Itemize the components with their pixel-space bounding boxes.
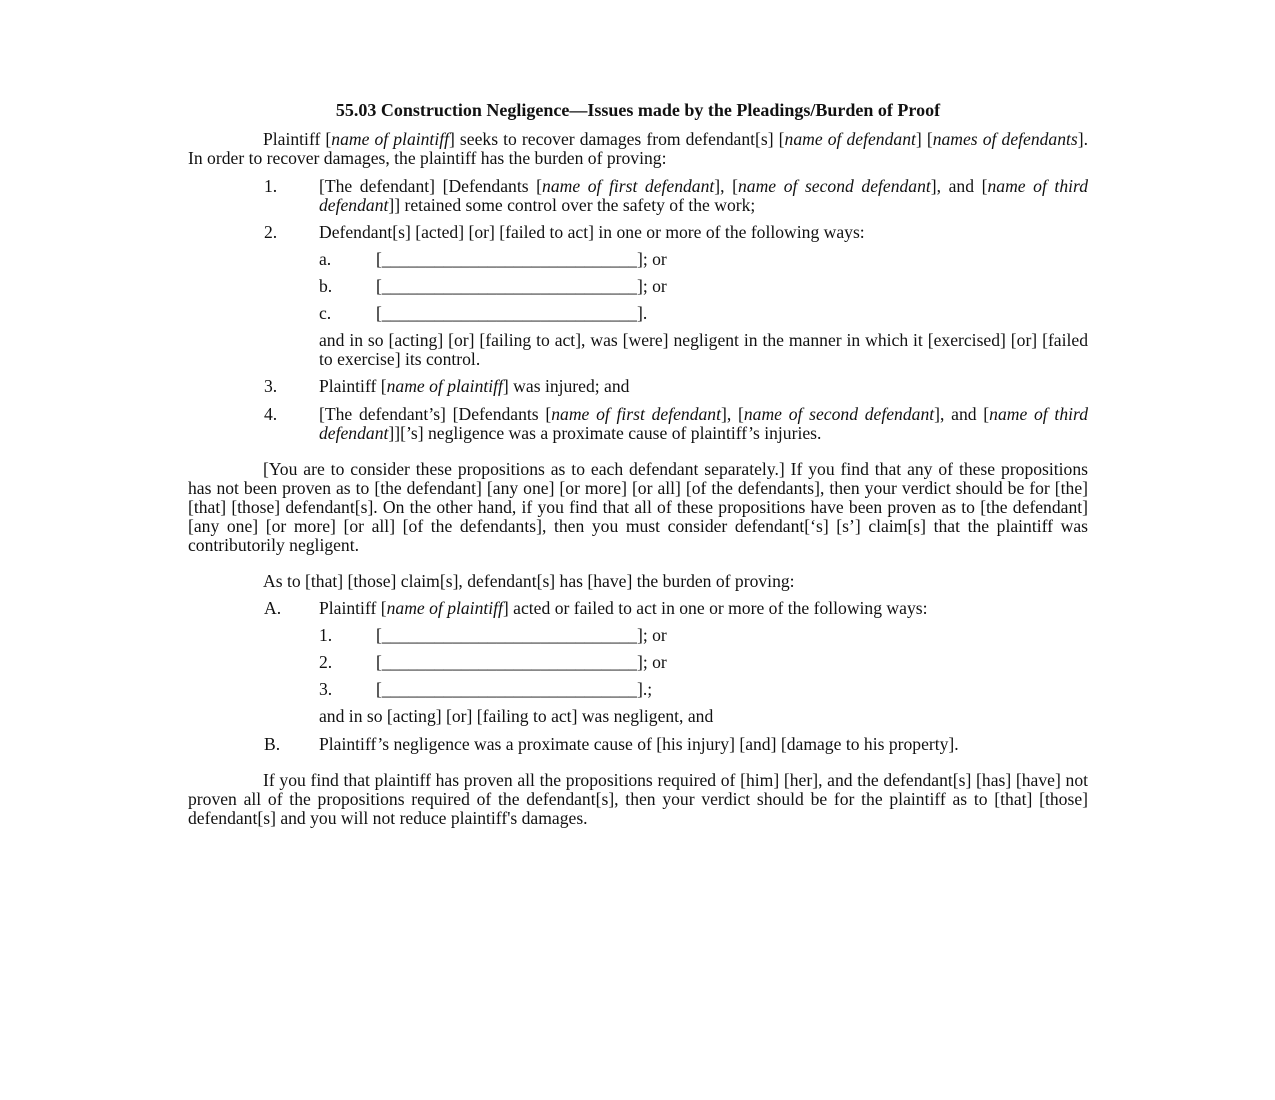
separate-consideration-paragraph: [You are to consider these propositions as to each defendant separately.] If you find that any of these propositions has not been proven as to [the defendant] [any one] [or more] [or all] [of the defendants], then your verdict should be for [the] [that] [those] defendant[s]. On the other hand, if you find that all of these propositions have been proven as to [the defendant] [any one] [or more] [or all] [of the defendants], then you must consider defendant[‘s] [s’] claim[s] that the plaintiff was contributorily negligent. bbox=[188, 459, 1088, 555]
intro-paragraph: Plaintiff [name of plaintiff] seeks to recover damages from defendant[s] [name of defendant] [names of defendants]. In order to recover damages, the plaintiff has the burden of proving: bbox=[188, 129, 1089, 168]
blank-line-1: 1. [_____________________________]; or bbox=[319, 625, 667, 645]
blank-line-c: c. [_____________________________]. bbox=[319, 303, 648, 323]
proposition-item-1: 1. [The defendant] [Defendants [name of first defendant], [name of second defendant], and [name of third defendant]] retained some control over the safety of the work; bbox=[264, 176, 1088, 215]
proposition-item-2: 2. Defendant[s] [acted] [or] [failed to act] in one or more of the following ways: bbox=[264, 222, 865, 242]
document-title: 55.03 Construction Negligence—Issues made by the Pleadings/Burden of Proof bbox=[335, 100, 941, 120]
item-A-continuation: and in so [acting] [or] [failing to act] was negligent, and bbox=[319, 706, 714, 726]
blank-line-b: b. [_____________________________]; or bbox=[319, 276, 667, 296]
proposition-item-A: A. Plaintiff [name of plaintiff] acted or failed to act in one or more of the following ways: bbox=[264, 598, 928, 618]
item-2-continuation: and in so [acting] [or] [failing to act], was [were] negligent in the manner in which it [exercised] [or] [failed to exercise] its control. bbox=[319, 330, 1088, 369]
blank-line-a: a. [_____________________________]; or bbox=[319, 249, 667, 269]
proposition-item-3: 3. Plaintiff [name of plaintiff] was injured; and bbox=[264, 376, 630, 396]
blank-line-3: 3. [_____________________________].; bbox=[319, 679, 653, 699]
proposition-item-B: B. Plaintiff’s negligence was a proximate cause of [his injury] [and] [damage to his property]. bbox=[264, 734, 959, 754]
proposition-item-4: 4. [The defendant’s] [Defendants [name of first defendant], [name of second defendant], and [name of third defendant]][’s] negligence was a proximate cause of plaintiff’s injuries. bbox=[264, 404, 1088, 443]
verdict-paragraph: If you find that plaintiff has proven all the propositions required of [him] [her], and the defendant[s] [has] [have] not proven all of the propositions required of the defendant[s], then your verdict should be for the plaintiff as to [that] [those] defendant[s] and you will not reduce plaintiff's damages. bbox=[188, 770, 1088, 828]
document-page bbox=[188, 99, 1088, 828]
blank-line-2: 2. [_____________________________]; or bbox=[319, 652, 667, 672]
burden-paragraph: As to [that] [those] claim[s], defendant[s] has [have] the burden of proving: bbox=[263, 571, 795, 591]
